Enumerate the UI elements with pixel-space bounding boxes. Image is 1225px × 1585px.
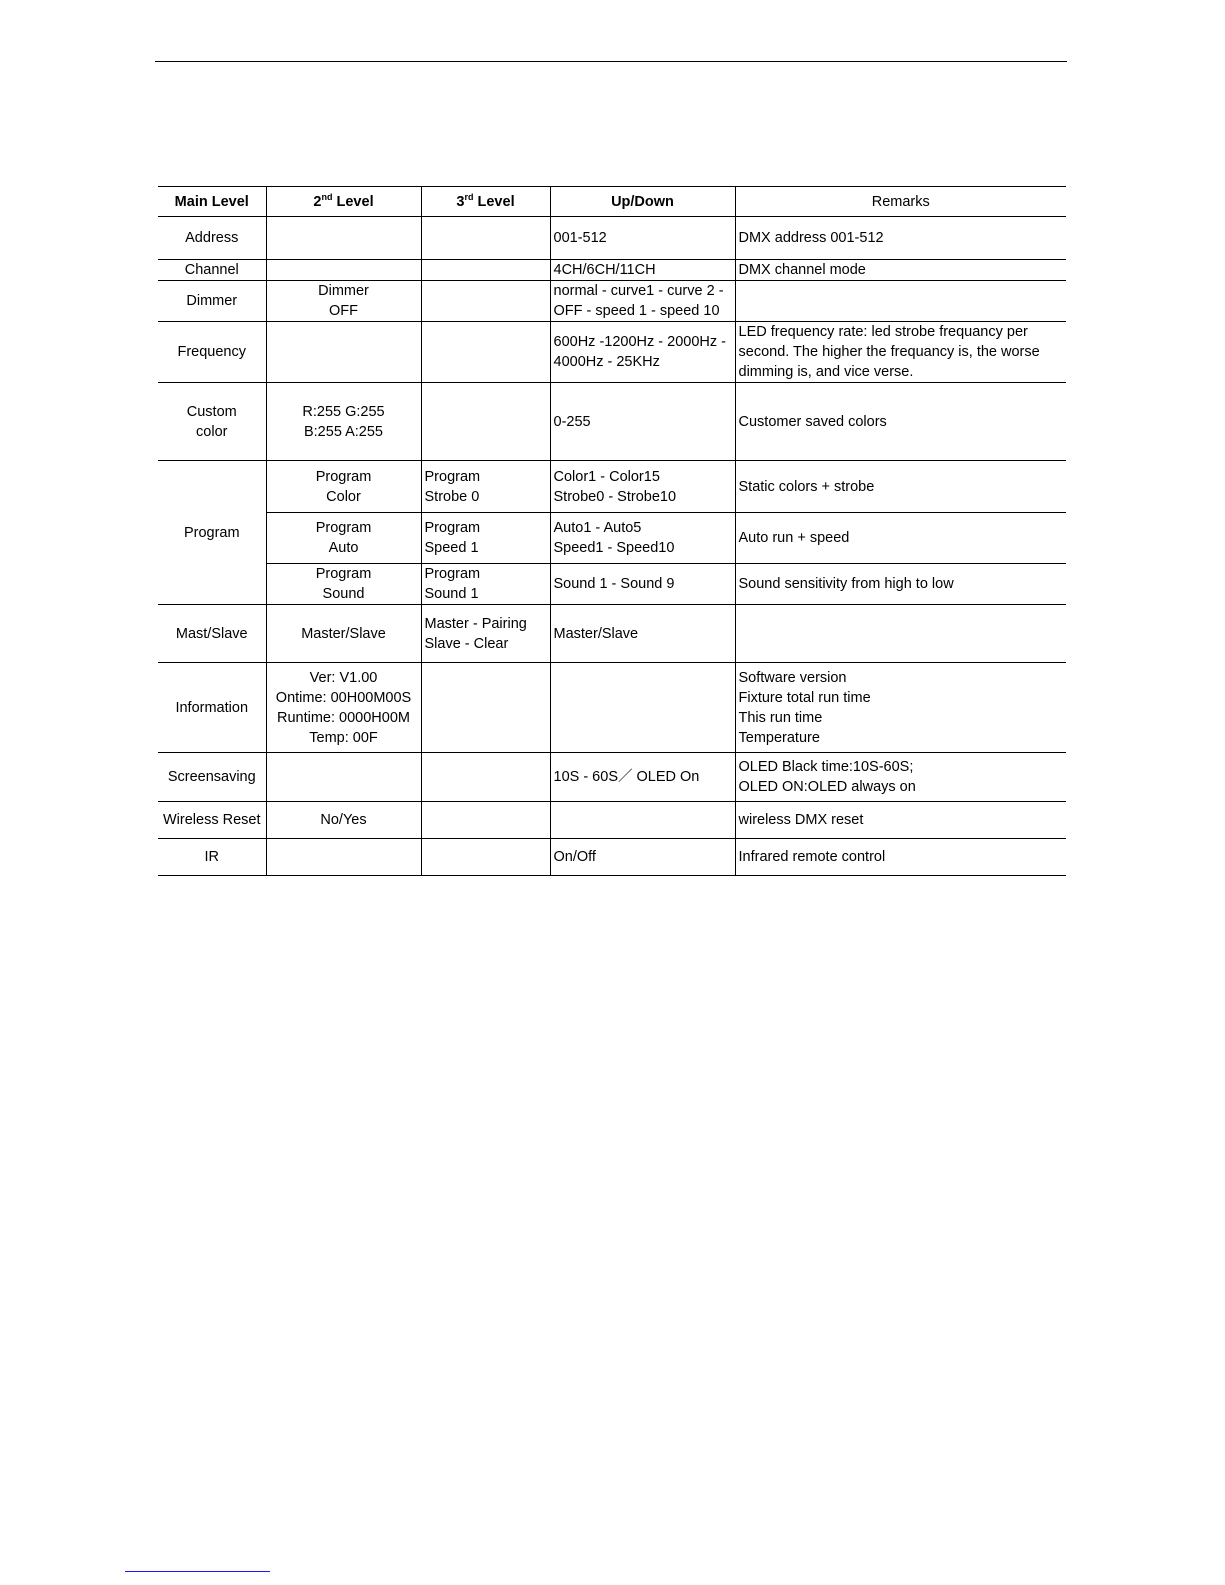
cell-remarks: Sound sensitivity from high to low xyxy=(735,564,1066,605)
cell-main: IR xyxy=(158,839,266,876)
table-row-program-sound xyxy=(158,564,1066,605)
cell-level3 xyxy=(421,322,550,383)
cell-level3 xyxy=(421,802,550,839)
cell-level2 xyxy=(266,322,421,383)
cell-main: Wireless Reset xyxy=(158,802,266,839)
cell-level2: Master/Slave xyxy=(266,605,421,663)
cell-level2: Dimmer OFF xyxy=(266,281,421,322)
cell-main: Information xyxy=(158,663,266,753)
cell-level2: Program Sound xyxy=(266,564,421,605)
table-row-ir xyxy=(158,839,1066,876)
header-up-down: Up/Down xyxy=(550,187,735,217)
cell-level2 xyxy=(266,753,421,802)
header-third-level: 3rd Level xyxy=(421,187,550,217)
cell-remarks: Customer saved colors xyxy=(735,383,1066,461)
cell-remarks xyxy=(735,281,1066,322)
table-row-address xyxy=(158,217,1066,260)
cell-level2 xyxy=(266,217,421,260)
cell-main-program: Program xyxy=(158,461,266,605)
cell-level2 xyxy=(266,260,421,281)
cell-updown: 4CH/6CH/11CH xyxy=(550,260,735,281)
cell-updown: Master/Slave xyxy=(550,605,735,663)
cell-remarks: Software version Fixture total run time This run time Temperature xyxy=(735,663,1066,753)
menu-structure-table xyxy=(158,186,1066,876)
table-header-row xyxy=(158,187,1066,217)
cell-updown: Color1 - Color15 Strobe0 - Strobe10 xyxy=(550,461,735,513)
table-row-program-auto xyxy=(158,513,1066,564)
cell-main: Custom color xyxy=(158,383,266,461)
cell-level3 xyxy=(421,281,550,322)
cell-main: Channel xyxy=(158,260,266,281)
table-row-information xyxy=(158,663,1066,753)
cell-level3 xyxy=(421,663,550,753)
cell-updown: Auto1 - Auto5 Speed1 - Speed10 xyxy=(550,513,735,564)
cell-level3: Master - Pairing Slave - Clear xyxy=(421,605,550,663)
cell-remarks: DMX address 001-512 xyxy=(735,217,1066,260)
cell-updown: normal - curve1 - curve 2 - OFF - speed 1 - speed 10 xyxy=(550,281,735,322)
table-row-mast-slave xyxy=(158,605,1066,663)
cell-remarks xyxy=(735,605,1066,663)
cell-remarks: Infrared remote control xyxy=(735,839,1066,876)
table-row-channel xyxy=(158,260,1066,281)
cell-updown: On/Off xyxy=(550,839,735,876)
cell-level2: Program Auto xyxy=(266,513,421,564)
table-row-dimmer xyxy=(158,281,1066,322)
cell-updown: 10S - 60S／ OLED On xyxy=(550,753,735,802)
cell-updown: 001-512 xyxy=(550,217,735,260)
cell-remarks: OLED Black time:10S-60S; OLED ON:OLED always on xyxy=(735,753,1066,802)
cell-main: Dimmer xyxy=(158,281,266,322)
cell-remarks: wireless DMX reset xyxy=(735,802,1066,839)
cell-level2: Program Color xyxy=(266,461,421,513)
cell-updown: 600Hz -1200Hz - 2000Hz - 4000Hz - 25KHz xyxy=(550,322,735,383)
header-remarks: Remarks xyxy=(735,187,1066,217)
cell-main: Frequency xyxy=(158,322,266,383)
header-main-level: Main Level xyxy=(158,187,266,217)
cell-remarks: LED frequency rate: led strobe frequancy per second. The higher the frequancy is, the worse dimming is, and vice verse. xyxy=(735,322,1066,383)
cell-updown: 0-255 xyxy=(550,383,735,461)
cell-level2: No/Yes xyxy=(266,802,421,839)
footnote-rule xyxy=(125,1571,270,1572)
cell-updown xyxy=(550,663,735,753)
cell-updown xyxy=(550,802,735,839)
cell-level2: R:255 G:255 B:255 A:255 xyxy=(266,383,421,461)
header-rule xyxy=(155,61,1067,62)
table-row-wireless-reset xyxy=(158,802,1066,839)
table-row-frequency xyxy=(158,322,1066,383)
cell-level2 xyxy=(266,839,421,876)
cell-level3: Program Speed 1 xyxy=(421,513,550,564)
cell-level3 xyxy=(421,753,550,802)
cell-level2: Ver: V1.00 Ontime: 00H00M00S Runtime: 0000H00M Temp: 00F xyxy=(266,663,421,753)
cell-main: Address xyxy=(158,217,266,260)
cell-level3: Program Sound 1 xyxy=(421,564,550,605)
header-second-level: 2nd Level xyxy=(266,187,421,217)
table-row-program-color xyxy=(158,461,1066,513)
cell-level3 xyxy=(421,260,550,281)
cell-level3: Program Strobe 0 xyxy=(421,461,550,513)
cell-level3 xyxy=(421,217,550,260)
cell-remarks: Static colors + strobe xyxy=(735,461,1066,513)
cell-remarks: DMX channel mode xyxy=(735,260,1066,281)
cell-level3 xyxy=(421,839,550,876)
table-row-screensaving xyxy=(158,753,1066,802)
cell-updown: Sound 1 - Sound 9 xyxy=(550,564,735,605)
cell-level3 xyxy=(421,383,550,461)
cell-main: Screensaving xyxy=(158,753,266,802)
table-row-custom-color xyxy=(158,383,1066,461)
cell-main: Mast/Slave xyxy=(158,605,266,663)
cell-remarks: Auto run + speed xyxy=(735,513,1066,564)
